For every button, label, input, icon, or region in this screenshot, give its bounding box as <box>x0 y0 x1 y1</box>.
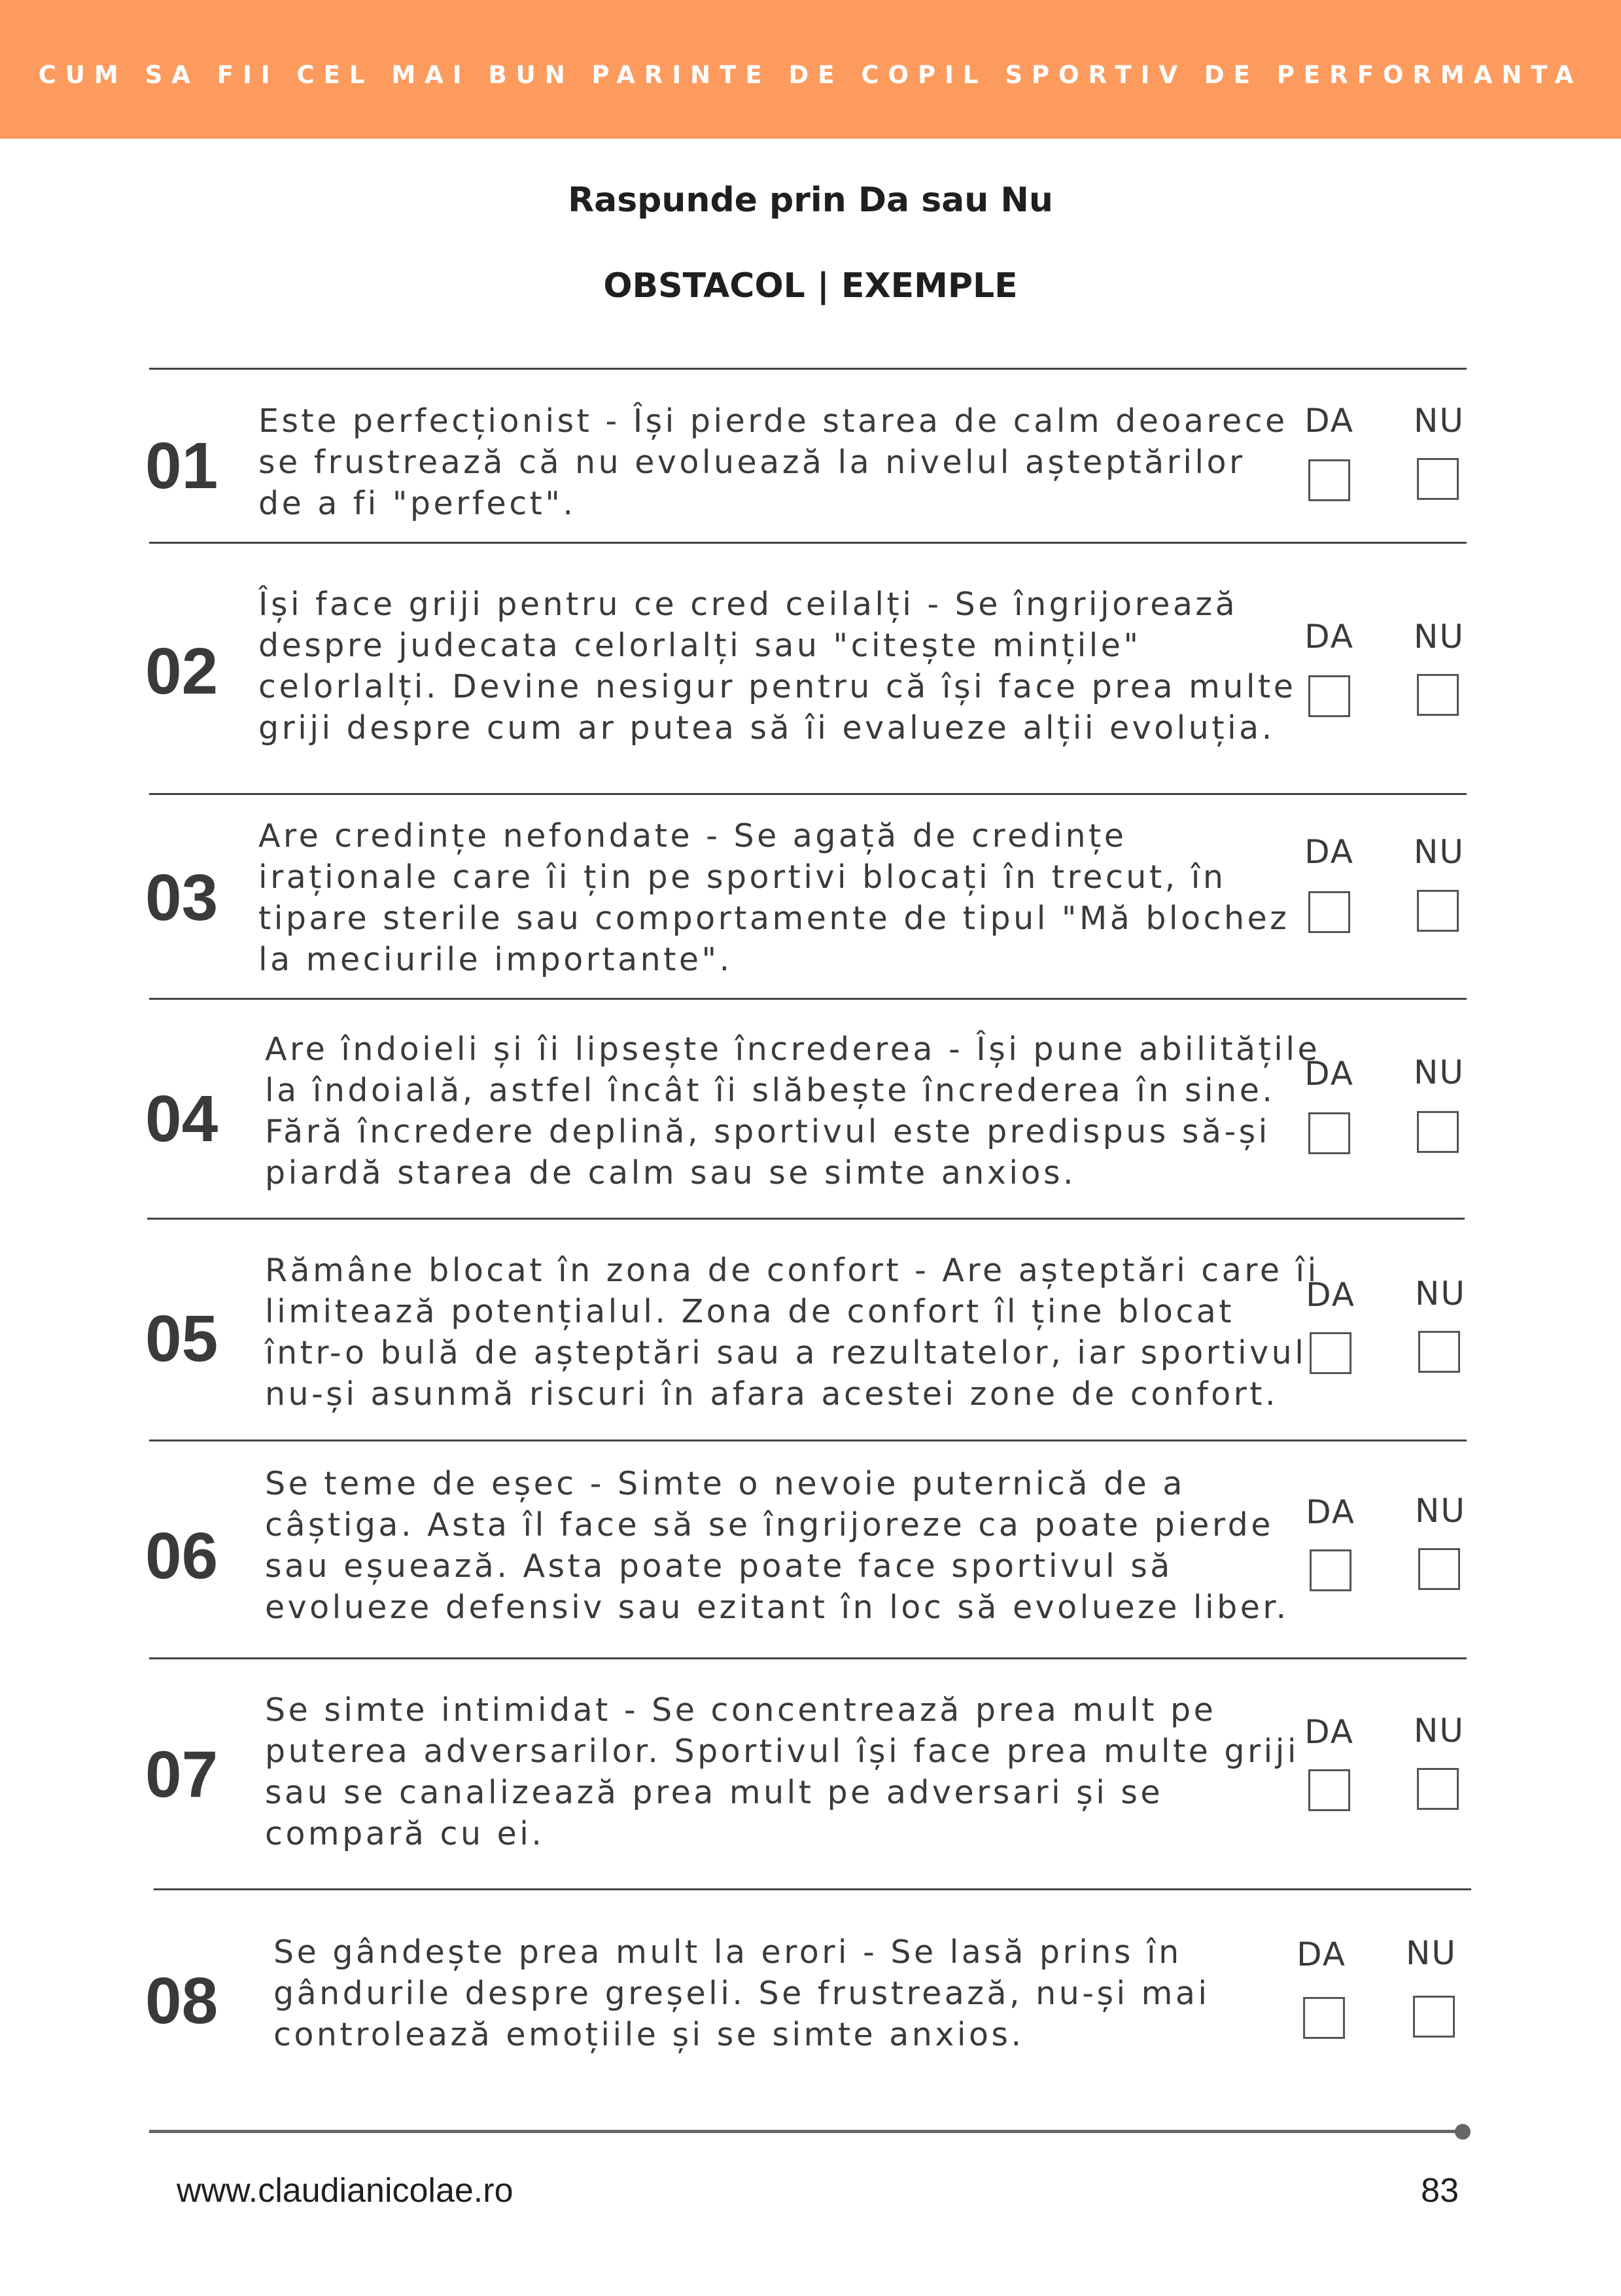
nu-label: NU <box>1415 1492 1466 1530</box>
item-text <box>258 584 1297 749</box>
item-number: 06 <box>145 1519 218 1593</box>
item-text-line: piardă starea de calm sau se simte anxios. <box>265 1154 1077 1192</box>
da-label: DA <box>1304 833 1354 871</box>
item-text-line: nu-și asunmă riscuri în afara acestei zone de confort. <box>265 1375 1279 1413</box>
header-title: CUM SA FII CEL MAI BUN PARINTE DE COPIL SPORTIV DE PERFORMANTA <box>38 61 1583 89</box>
nu-label: NU <box>1414 833 1465 871</box>
item-text-line: Rămâne blocat în zona de confort - Are așteptări care îi <box>265 1252 1319 1289</box>
divider <box>149 542 1467 544</box>
item-text-line: evolueze defensiv sau ezitant în loc să evolueze liber. <box>265 1589 1289 1626</box>
item-text <box>265 1250 1319 1415</box>
item-text <box>258 815 1290 980</box>
item-number: 08 <box>145 1964 218 2038</box>
nu-label: NU <box>1415 1275 1466 1313</box>
item-text-line: Se gândește prea mult la erori - Se lasă prins în <box>273 1934 1182 1971</box>
da-checkbox[interactable] <box>1308 1769 1350 1811</box>
divider <box>149 793 1467 795</box>
item-text-line: se frustrează că nu evoluează la nivelul așteptărilor <box>258 444 1246 481</box>
item-text-line: de a fi "perfect". <box>258 485 576 522</box>
item-number: 07 <box>145 1738 218 1811</box>
item-text-line: celorlalți. Devine nesigur pentru că își face prea multe <box>258 668 1297 705</box>
item-text-line: într-o bulă de așteptări sau a rezultatelor, iar sportivul <box>265 1334 1307 1371</box>
item-text-line: puterea adversarilor. Sportivul își face prea multe griji <box>265 1733 1299 1770</box>
divider <box>149 368 1467 370</box>
item-text-line: câștiga. Asta îl face să se îngrijoreze ca poate pierde <box>265 1506 1274 1544</box>
nu-checkbox[interactable] <box>1413 1996 1455 2038</box>
da-checkbox[interactable] <box>1310 1332 1351 1374</box>
da-label: DA <box>1304 1055 1354 1093</box>
item-text <box>265 1463 1289 1628</box>
item-number: 01 <box>145 429 218 503</box>
item-text-line: griji despre cum ar putea să îi evalueze alții evoluția. <box>258 709 1275 747</box>
nu-checkbox[interactable] <box>1417 1768 1459 1810</box>
da-checkbox[interactable] <box>1310 1549 1351 1591</box>
divider <box>149 998 1467 1000</box>
da-checkbox[interactable] <box>1303 1997 1345 2039</box>
item-text <box>265 1689 1299 1854</box>
item-text-line: despre judecata celorlalți sau "citește mințile" <box>258 627 1142 664</box>
item-text-line: limitează potențialul. Zona de confort îl ține blocat <box>265 1293 1235 1330</box>
divider <box>149 1657 1467 1659</box>
da-label: DA <box>1304 402 1354 440</box>
item-text-line: Se simte intimidat - Se concentrează prea mult pe <box>265 1691 1217 1729</box>
item-text-line: la meciurile importante". <box>258 941 733 978</box>
page-number: 83 <box>1421 2172 1459 2210</box>
da-checkbox[interactable] <box>1308 891 1350 933</box>
item-text-line: sau se canalizează prea mult pe adversari și se <box>265 1774 1164 1811</box>
nu-label: NU <box>1414 1053 1465 1091</box>
nu-checkbox[interactable] <box>1418 1548 1460 1590</box>
item-text-line: iraționale care îi țin pe sportivi blocați în trecut, în <box>258 858 1227 896</box>
section-title: OBSTACOL | EXEMPLE <box>603 266 1018 306</box>
nu-label: NU <box>1414 618 1465 656</box>
item-text-line: Are credințe nefondate - Se agață de credințe <box>258 817 1127 855</box>
nu-label: NU <box>1414 1712 1465 1750</box>
nu-label: NU <box>1414 402 1465 440</box>
nu-label: NU <box>1406 1934 1457 1972</box>
nu-checkbox[interactable] <box>1417 890 1459 932</box>
da-checkbox[interactable] <box>1308 675 1350 717</box>
da-label: DA <box>1304 618 1354 656</box>
nu-checkbox[interactable] <box>1417 674 1459 716</box>
item-text-line: tipare sterile sau comportamente de tipul "Mă blochez <box>258 900 1290 937</box>
item-text-line: sau eșuează. Asta poate poate face sportivul să <box>265 1547 1173 1585</box>
divider <box>147 1218 1465 1220</box>
item-text-line: Își face griji pentru ce cred ceilalți - Se îngrijorează <box>258 586 1238 623</box>
da-label: DA <box>1304 1713 1354 1751</box>
nu-checkbox[interactable] <box>1417 1111 1459 1153</box>
item-text-line: compară cu ei. <box>265 1815 545 1852</box>
da-label: DA <box>1297 1935 1346 1973</box>
instruction-text: Raspunde prin Da sau Nu <box>568 181 1053 220</box>
divider <box>149 1439 1467 1441</box>
da-checkbox[interactable] <box>1308 1112 1350 1154</box>
item-text <box>273 1932 1294 2055</box>
da-label: DA <box>1306 1493 1355 1531</box>
item-number: 03 <box>145 861 218 934</box>
item-text-line: controlează emoțiile și se simte anxios. <box>273 2016 1024 2053</box>
nu-checkbox[interactable] <box>1417 458 1459 500</box>
divider <box>154 1888 1471 1890</box>
da-label: DA <box>1306 1276 1355 1314</box>
footer-divider <box>149 2130 1464 2133</box>
item-text-line: Se teme de eșec - Simte o nevoie puternică de a <box>265 1465 1185 1502</box>
item-number: 05 <box>145 1302 218 1375</box>
item-text-line: la îndoială, astfel încât îi slăbește încrederea în sine. <box>265 1072 1276 1109</box>
item-text <box>258 400 1288 524</box>
item-text-line: gândurile despre greșeli. Se frustrează, nu-și mai <box>273 1975 1210 2012</box>
footer-divider-dot <box>1455 2124 1471 2140</box>
nu-checkbox[interactable] <box>1418 1331 1460 1373</box>
item-text-line: Este perfecționist - Își pierde starea de calm deoarece <box>258 402 1288 440</box>
da-checkbox[interactable] <box>1308 459 1350 501</box>
item-text-line: Are îndoieli și îi lipsește încrederea - Își pune abilitățile <box>265 1031 1321 1068</box>
item-text-line: Fără încredere deplină, sportivul este predispus să-și <box>265 1113 1270 1150</box>
website-link[interactable]: www.claudianicolae.ro <box>177 2172 514 2210</box>
item-number: 02 <box>145 635 218 708</box>
item-text <box>265 1029 1321 1193</box>
item-number: 04 <box>145 1082 218 1156</box>
